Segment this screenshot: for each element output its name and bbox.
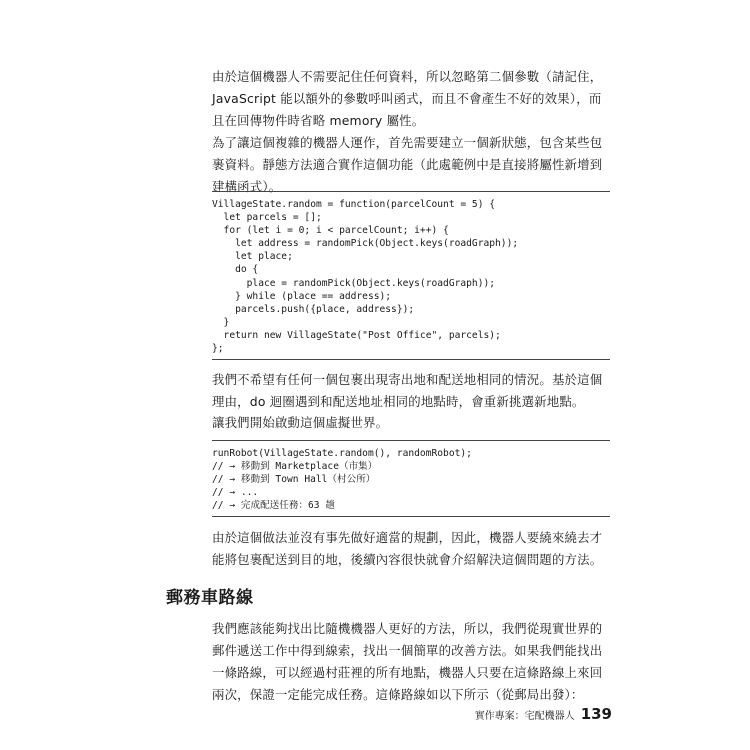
section-heading-mail-truck-route: 郵務車路線: [166, 588, 254, 608]
code-run-robot: runRobot(VillageState.random(), randomRobot); // → 移動到 Marketplace（市集） // → 移動到 Town Hall（村公所） // → ... // → 完成配送任務：63 趟: [212, 448, 472, 512]
paragraph-robot-memory: 由於這個機器人不需要記住任何資料，所以忽略第二個參數（請記住，JavaScript 能以額外的參數呼叫函式，而且不會產生不好的效果），而且在回傳物件時省略 memory 屬性。: [212, 69, 603, 128]
paragraph-no-planning: 由於這個做法並沒有事先做好適當的規劃，因此，機器人要繞來繞去才能將包裹配送到目的地，後續內容很快就會介紹解決這個問題的方法。: [212, 530, 603, 567]
paragraph-do-loop: 我們不希望有任何一個包裹出現寄出地和配送地相同的情況。基於這個理由，do 迴圈遇到和配送地址相同的地點時，會重新挑選新地點。: [212, 372, 603, 409]
running-footer-title: 實作專案：宅配機器人: [474, 711, 575, 722]
paragraph-new-state: 為了讓這個複雜的機器人運作，首先需要建立一個新狀態，包含某些包裹資料。靜態方法適合實作這個功能（此處範例中是直接將屬性新增到建構函式）。: [212, 135, 603, 194]
paragraph-mail-route: 我們應該能夠找出比隨機機器人更好的方法，所以，我們從現實世界的郵件遞送工作中得到線索，找出一個簡單的改善方法。如果我們能找出一條路線，可以經過村莊裡的所有地點，機器人只要在這條路線上來回兩次，保證一定能完成任務。這條路線如以下所示（從郵局出發）：: [212, 621, 603, 702]
code-block-village-state-random: [212, 191, 610, 360]
page-number: 139: [580, 705, 612, 723]
code-block-run-robot: [212, 440, 610, 517]
code-village-state-random: VillageState.random = function(parcelCount = 5) { let parcels = []; for (let i = 0; i < parcelCount; i++) { let address = randomPick(Object.keys(roadGraph)); let place; do { place = randomPick(Object.keys(roadGraph)); } while (place == address); parcels.push({place, address}); } return new VillageState("Post Office", parcels); };: [212, 199, 519, 355]
page-footer: [400, 705, 612, 723]
paragraph-start-world: 讓我們開始啟動這個虛擬世界。: [212, 415, 389, 430]
